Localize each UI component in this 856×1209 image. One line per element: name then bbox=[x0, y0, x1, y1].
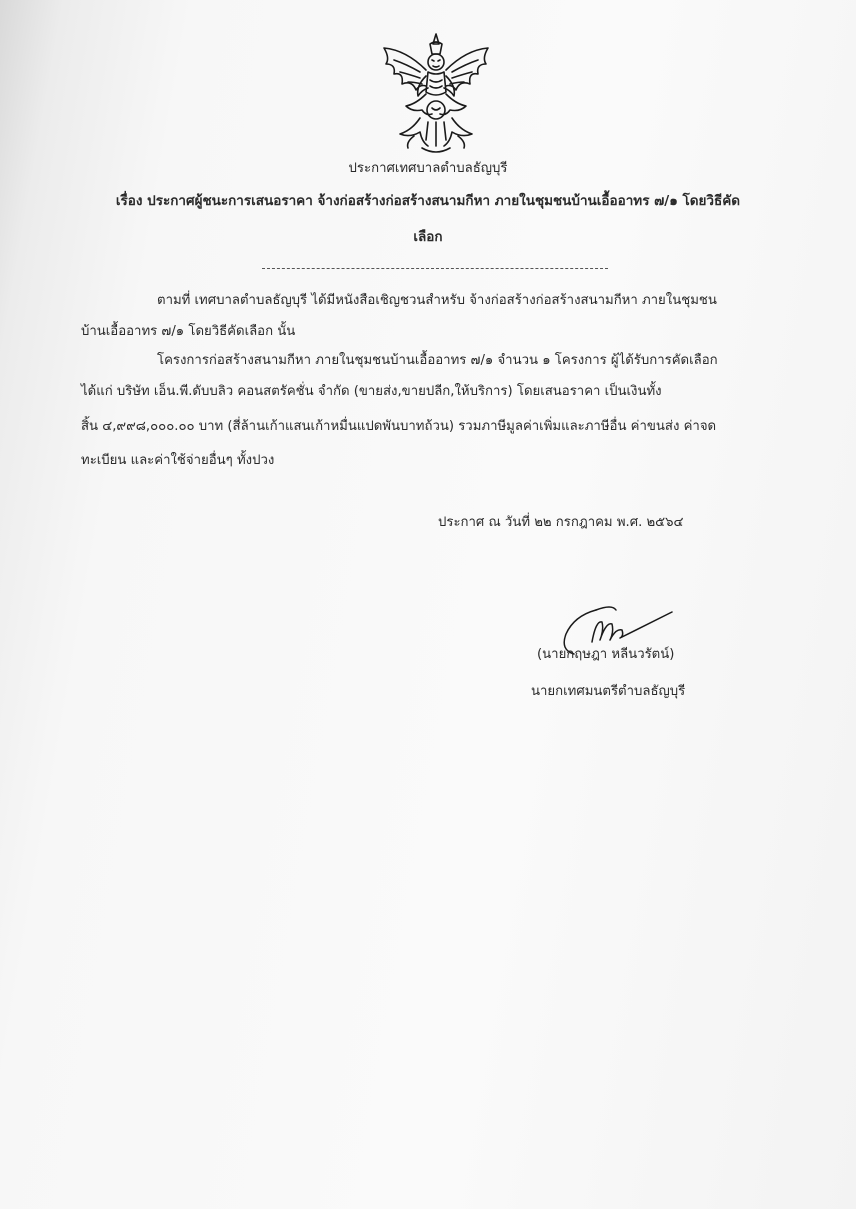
divider-line bbox=[262, 268, 608, 269]
paragraph-2-line-3: สิ้น ๔,๙๙๘,๐๐๐.๐๐ บาท (สี่ล้านเก้าแสนเก้าหมื่นแปดพันบาทถ้วน) รวมภาษีมูลค่าเพิ่มและภาษีอื่น ค่าขนส่ง ค่าจด bbox=[81, 419, 717, 434]
subject-line-1: เรื่อง ประกาศผู้ชนะการเสนอราคา จ้างก่อสร้างก่อสร้างสนามกีหา ภายในชุมชนบ้านเอื้ออาทร ๗/๑ โดยวิธีคัด bbox=[115, 193, 741, 209]
subject-line-2: เลือก bbox=[413, 229, 443, 245]
paragraph-1-line-2: บ้านเอื้ออาทร ๗/๑ โดยวิธีคัดเลือก นั้น bbox=[81, 324, 296, 339]
signer-title: นายกเทศมนตรีตำบลธัญบุรี bbox=[531, 684, 686, 699]
paragraph-2-line-2: ได้แก่ บริษัท เอ็น.พี.ดับบลิว คอนสตรัคชั่น จำกัด (ขายส่ง,ขายปลีก,ให้บริการ) โดยเสนอราคา เป็นเงินทั้ง bbox=[81, 384, 662, 399]
paragraph-2-line-4: ทะเบียน และค่าใช้จ่ายอื่นๆ ทั้งปวง bbox=[81, 453, 275, 468]
issuer-heading: ประกาศเทศบาลตำบลธัญบุรี bbox=[348, 161, 508, 176]
signer-name: (นายกฤษฎา หลีนวรัตน์) bbox=[537, 647, 675, 662]
garuda-emblem-icon bbox=[376, 30, 496, 158]
paragraph-1-line-1: ตามที่ เทศบาลตำบลธัญบุรี ได้มีหนังสือเชิญชวนสำหรับ จ้างก่อสร้างก่อสร้างสนามกีหา ภายในชุมชน bbox=[157, 293, 717, 308]
paragraph-2-line-1: โครงการก่อสร้างสนามกีหา ภายในชุมชนบ้านเอื้ออาทร ๗/๑ จำนวน ๑ โครงการ ผู้ได้รับการคัดเลือก bbox=[157, 353, 718, 368]
announcement-date: ประกาศ ณ วันที่ ๒๒ กรกฎาคม พ.ศ. ๒๕๖๔ bbox=[438, 515, 684, 530]
